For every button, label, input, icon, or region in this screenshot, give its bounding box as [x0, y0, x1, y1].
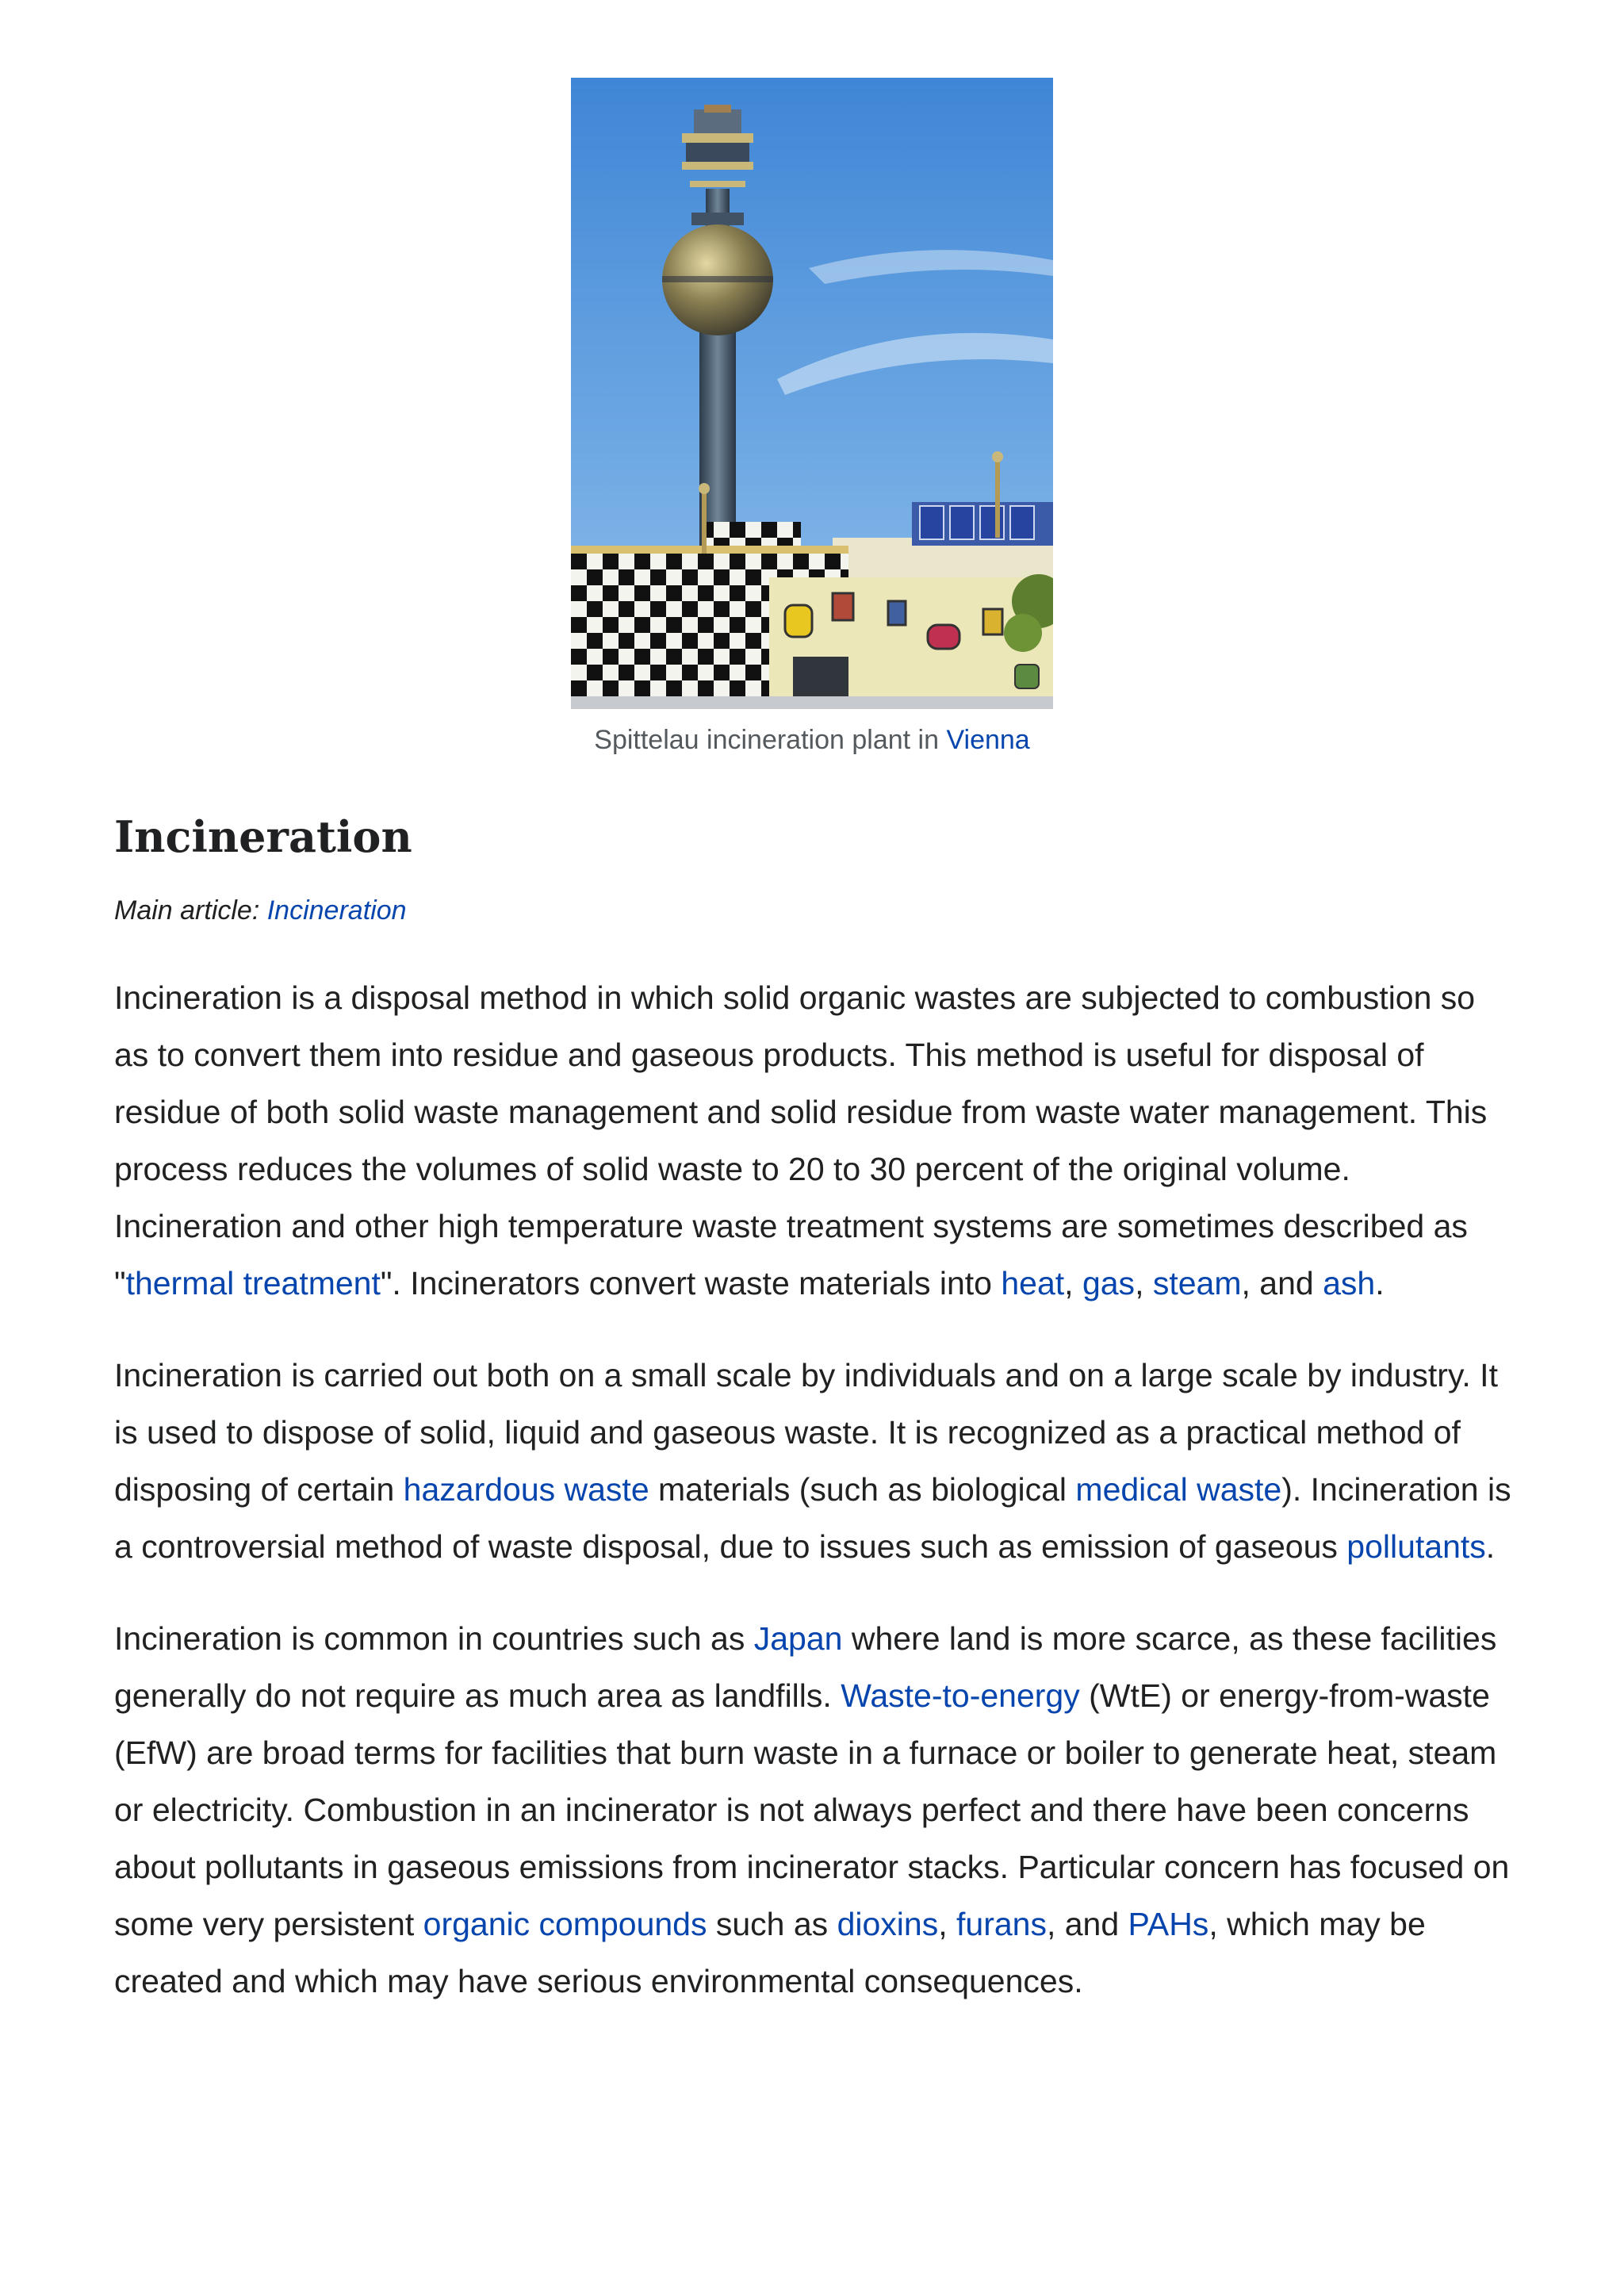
spittelau-plant-image[interactable] — [571, 78, 1053, 709]
paragraph-text: ). Incineration is a controversial method of waste disposal, due to issues such as emission of gaseous — [114, 1471, 1511, 1565]
section-heading: Incineration — [114, 811, 412, 862]
medical-waste-link[interactable]: medical waste — [1075, 1471, 1282, 1508]
paragraph-text: Incineration is common in countries such as — [114, 1620, 754, 1657]
main-article-hatnote — [114, 893, 407, 928]
paragraph-text: , — [1064, 1265, 1082, 1301]
incineration-main-article-link[interactable]: Incineration — [266, 895, 407, 926]
paragraph-text: , which may be created and which may have serious environmental consequences. — [114, 1906, 1426, 1999]
pollutants-link[interactable]: pollutants — [1346, 1528, 1486, 1565]
section-body — [114, 969, 1518, 2045]
paragraph-text: . — [1375, 1265, 1385, 1301]
thermal-treatment-link[interactable]: thermal treatment — [125, 1265, 381, 1301]
paragraph-text: , and — [1241, 1265, 1323, 1301]
paragraph-text: . — [1485, 1528, 1496, 1565]
spittelau-photo-illustration — [571, 78, 1053, 709]
hatnote-prefix: Main article: — [114, 895, 267, 926]
paragraph-text: Incineration is a disposal method in which solid organic wastes are subjected to combustion so as to convert them into residue and gaseous products. This method is useful for disposal of residue of both solid waste management and solid residue from waste water management. This process reduces the volumes of solid waste to 20 to 30 percent of the original volume. Incineration and other high temperature waste treatment systems are sometimes described as " — [114, 979, 1488, 1301]
paragraph-3 — [114, 1610, 1518, 2010]
paragraph-text: materials (such as biological — [649, 1471, 1076, 1508]
figure-caption — [0, 723, 1624, 757]
ash-link[interactable]: ash — [1323, 1265, 1376, 1301]
paragraph-text: , — [1135, 1265, 1153, 1301]
heat-link[interactable]: heat — [1001, 1265, 1065, 1301]
furans-link[interactable]: furans — [956, 1906, 1047, 1942]
paragraph-text: ". Incinerators convert waste materials into — [380, 1265, 1002, 1301]
paragraph-text: , — [938, 1906, 956, 1942]
pahs-link[interactable]: PAHs — [1128, 1906, 1209, 1942]
paragraph-text: such as — [707, 1906, 837, 1942]
paragraph-2 — [114, 1347, 1518, 1575]
waste-to-energy-link[interactable]: Waste-to-energy — [841, 1677, 1080, 1714]
hazardous-waste-link[interactable]: hazardous waste — [403, 1471, 649, 1508]
paragraph-text: (WtE) or energy-from-waste (EfW) are broad terms for facilities that burn waste in a furnace or boiler to generate heat, steam or electricity. Combustion in an incinerator is not always perfect and there have been concerns about pollutants in gaseous emissions from incinerator stacks. Particular concern has focused on some very persistent — [114, 1677, 1510, 1942]
organic-compounds-link[interactable]: organic compounds — [423, 1906, 707, 1942]
steam-link[interactable]: steam — [1152, 1265, 1242, 1301]
dioxins-link[interactable]: dioxins — [837, 1906, 939, 1942]
vienna-link[interactable]: Vienna — [946, 725, 1030, 755]
caption-text: Spittelau incineration plant in — [594, 725, 947, 755]
paragraph-text: where land is more scarce, as these facilities generally do not require as much area as landfills. — [114, 1620, 1497, 1714]
gas-link[interactable]: gas — [1082, 1265, 1136, 1301]
paragraph-text: , and — [1046, 1906, 1128, 1942]
thumbnail-figure — [0, 78, 1624, 757]
japan-link[interactable]: Japan — [753, 1620, 843, 1657]
paragraph-text: Incineration is carried out both on a small scale by individuals and on a large scale by industry. It is used to dispose of solid, liquid and gaseous waste. It is recognized as a practical method of disposing of certain — [114, 1357, 1498, 1508]
paragraph-1 — [114, 969, 1518, 1312]
